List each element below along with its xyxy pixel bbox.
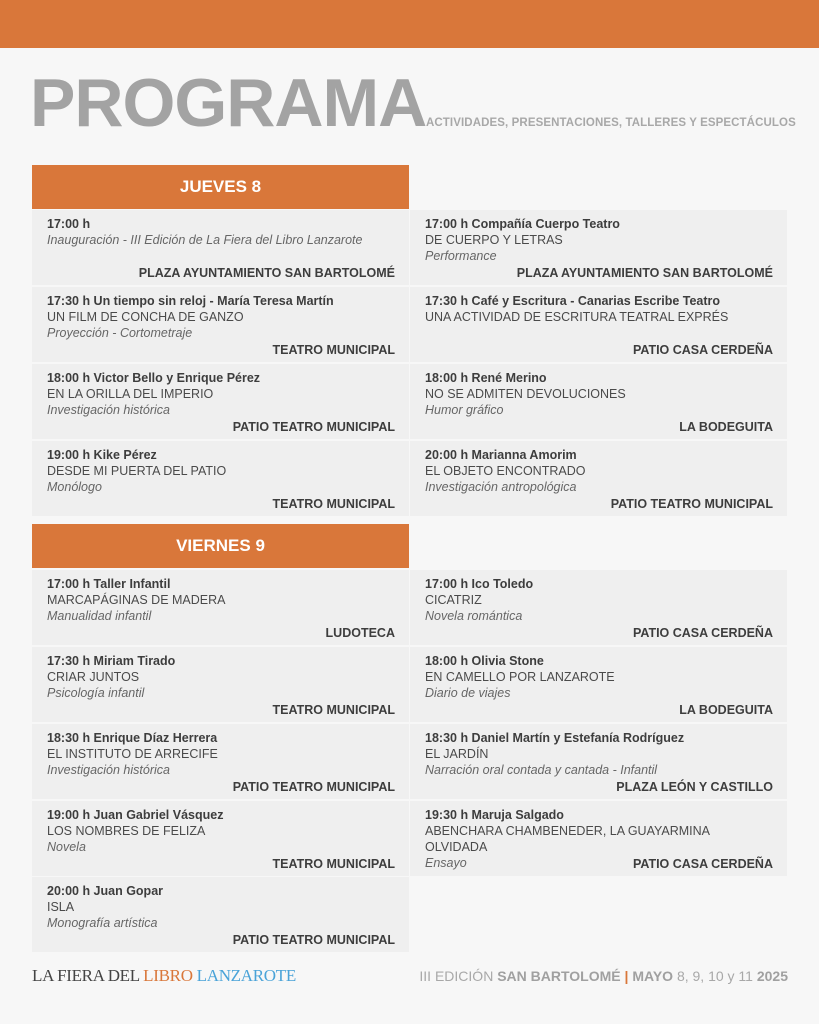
event-venue: PLAZA AYUNTAMIENTO SAN BARTOLOMÉ bbox=[138, 266, 395, 280]
event-card bbox=[32, 441, 409, 516]
event-card bbox=[32, 210, 409, 285]
event-work-title: UNA ACTIVIDAD DE ESCRITURA TEATRAL EXPRÉS bbox=[425, 310, 729, 324]
event-venue: TEATRO MUNICIPAL bbox=[272, 703, 395, 717]
event-card bbox=[410, 570, 787, 645]
event-heading: 18:30 h Daniel Martín y Estefanía Rodríguez bbox=[425, 731, 685, 745]
event-work-title: LOS NOMBRES DE FELIZA bbox=[47, 824, 206, 838]
event-work-title: CRIAR JUNTOS bbox=[47, 670, 140, 684]
event-heading: 19:00 h Kike Pérez bbox=[47, 448, 157, 462]
event-genre: Inauguración - III Edición de La Fiera del Libro Lanzarote bbox=[47, 233, 363, 247]
event-card bbox=[410, 647, 787, 722]
logo-text-part3: LANZAROTE bbox=[192, 966, 296, 985]
event-heading: 20:00 h Juan Gopar bbox=[47, 884, 164, 898]
event-card bbox=[32, 287, 409, 362]
event-genre: Investigación antropológica bbox=[425, 480, 577, 494]
event-venue: LA BODEGUITA bbox=[679, 703, 773, 717]
event-venue: PATIO CASA CERDEÑA bbox=[632, 857, 773, 871]
event-work-title: UN FILM DE CONCHA DE GANZO bbox=[47, 310, 244, 324]
event-venue: TEATRO MUNICIPAL bbox=[272, 497, 395, 511]
event-card bbox=[32, 877, 409, 952]
event-genre: Ensayo bbox=[425, 856, 467, 870]
event-heading: 17:00 h Compañía Cuerpo Teatro bbox=[425, 217, 620, 231]
event-venue: LA BODEGUITA bbox=[679, 420, 773, 434]
event-venue: PATIO CASA CERDEÑA bbox=[632, 343, 773, 357]
event-heading: 17:30 h Un tiempo sin reloj - María Teresa Martín bbox=[47, 294, 334, 308]
event-work-title: ABENCHARA CHAMBENEDER, LA GUAYARMINA OLVIDADA bbox=[425, 824, 710, 854]
event-card bbox=[32, 724, 409, 799]
page-title: PROGRAMA bbox=[30, 65, 427, 141]
event-work-title: ISLA bbox=[47, 900, 75, 914]
event-venue: PLAZA LEÓN Y CASTILLO bbox=[616, 780, 773, 794]
event-work-title: EL JARDÍN bbox=[425, 747, 489, 761]
event-venue: TEATRO MUNICIPAL bbox=[272, 857, 395, 871]
event-card bbox=[32, 570, 409, 645]
event-genre: Performance bbox=[425, 249, 497, 263]
event-card bbox=[410, 287, 787, 362]
top-accent-bar bbox=[0, 0, 819, 48]
event-work-title: NO SE ADMITEN DEVOLUCIONES bbox=[425, 387, 626, 401]
event-genre: Narración oral contada y cantada - Infantil bbox=[425, 763, 658, 777]
logo-text-part1: LA FIERA DEL bbox=[32, 966, 144, 985]
event-work-title: DESDE MI PUERTA DEL PATIO bbox=[47, 464, 227, 478]
event-work-title: EN LA ORILLA DEL IMPERIO bbox=[47, 387, 214, 401]
event-genre: Humor gráfico bbox=[425, 403, 504, 417]
event-heading: 20:00 h Marianna Amorim bbox=[425, 448, 577, 462]
event-genre: Diario de viajes bbox=[425, 686, 511, 700]
edition-month: MAYO bbox=[632, 968, 674, 984]
edition-info bbox=[419, 968, 788, 984]
event-heading: 17:00 h bbox=[47, 217, 91, 231]
event-venue: PATIO TEATRO MUNICIPAL bbox=[232, 780, 395, 794]
event-heading: 19:00 h Juan Gabriel Vásquez bbox=[47, 808, 224, 822]
event-genre: Novela bbox=[47, 840, 86, 854]
edition-location: SAN BARTOLOMÉ bbox=[497, 968, 621, 984]
event-heading: 17:30 h Miriam Tirado bbox=[47, 654, 176, 668]
event-genre: Investigación histórica bbox=[47, 763, 170, 777]
edition-dates: 8, 9, 10 y 11 bbox=[676, 968, 753, 984]
event-venue: LUDOTECA bbox=[325, 626, 395, 640]
event-work-title: EL INSTITUTO DE ARRECIFE bbox=[47, 747, 218, 761]
event-genre: Proyección - Cortometraje bbox=[47, 326, 193, 340]
logo-text-part2: LIBRO bbox=[143, 966, 193, 985]
event-heading: 17:30 h Café y Escritura - Canarias Escribe Teatro bbox=[425, 294, 721, 308]
event-work-title: MARCAPÁGINAS DE MADERA bbox=[47, 593, 226, 607]
event-heading: 18:00 h Olivia Stone bbox=[425, 654, 544, 668]
event-heading: 18:00 h René Merino bbox=[425, 371, 547, 385]
event-work-title: DE CUERPO Y LETRAS bbox=[425, 233, 563, 247]
edition-label: III EDICIÓN bbox=[419, 968, 494, 984]
event-heading: 17:00 h Taller Infantil bbox=[47, 577, 171, 591]
event-genre: Novela romántica bbox=[425, 609, 523, 623]
event-venue: PATIO TEATRO MUNICIPAL bbox=[610, 497, 773, 511]
event-card bbox=[32, 647, 409, 722]
event-heading: 19:30 h Maruja Salgado bbox=[425, 808, 564, 822]
event-work-title: EN CAMELLO POR LANZAROTE bbox=[425, 670, 615, 684]
event-venue: TEATRO MUNICIPAL bbox=[272, 343, 395, 357]
event-card bbox=[410, 801, 787, 876]
festival-logo bbox=[32, 966, 296, 986]
event-card bbox=[410, 210, 787, 285]
event-work-title: EL OBJETO ENCONTRADO bbox=[425, 464, 586, 478]
event-genre: Psicología infantil bbox=[47, 686, 145, 700]
event-card bbox=[32, 801, 409, 876]
day-header-viernes: VIERNES 9 bbox=[32, 524, 409, 568]
event-card bbox=[410, 441, 787, 516]
event-venue: PATIO TEATRO MUNICIPAL bbox=[232, 933, 395, 947]
edition-year: 2025 bbox=[756, 968, 788, 984]
event-venue: PATIO TEATRO MUNICIPAL bbox=[232, 420, 395, 434]
event-genre: Monografía artística bbox=[47, 916, 158, 930]
event-venue: PATIO CASA CERDEÑA bbox=[632, 626, 773, 640]
event-heading: 18:00 h Victor Bello y Enrique Pérez bbox=[47, 371, 261, 385]
event-genre: Investigación histórica bbox=[47, 403, 170, 417]
event-card bbox=[410, 364, 787, 439]
event-heading: 17:00 h Ico Toledo bbox=[425, 577, 534, 591]
event-venue: PLAZA AYUNTAMIENTO SAN BARTOLOMÉ bbox=[516, 266, 773, 280]
edition-separator: | bbox=[624, 968, 629, 984]
event-genre: Monólogo bbox=[47, 480, 102, 494]
event-card bbox=[410, 724, 787, 799]
event-genre: Manualidad infantil bbox=[47, 609, 152, 623]
event-card bbox=[32, 364, 409, 439]
day-header-jueves: JUEVES 8 bbox=[32, 165, 409, 209]
page-subtitle: ACTIVIDADES, PRESENTACIONES, TALLERES Y ESPECTÁCULOS bbox=[426, 117, 796, 129]
event-work-title: CICATRIZ bbox=[425, 593, 482, 607]
event-heading: 18:30 h Enrique Díaz Herrera bbox=[47, 731, 218, 745]
